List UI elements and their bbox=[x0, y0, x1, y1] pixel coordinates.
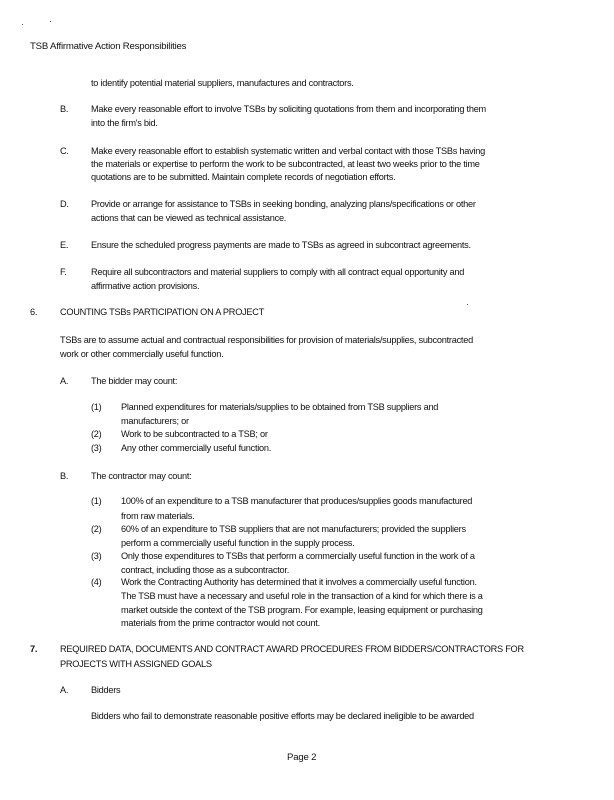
subsection-text: The contractor may count: bbox=[91, 471, 192, 481]
list-label: (3) bbox=[91, 443, 102, 453]
item-text: the materials or expertise to perform the work to be subcontracted, at least two weeks prior to the time bbox=[91, 159, 480, 169]
item-text: quotations are to be submitted. Maintain complete records of negotiation efforts. bbox=[91, 172, 396, 182]
item-label: E. bbox=[60, 240, 69, 250]
subsection-text: The bidder may count: bbox=[91, 376, 178, 386]
list-label: (4) bbox=[91, 577, 102, 587]
subsection-paragraph: Bidders who fail to demonstrate reasonable positive efforts may be declared ineligible to be awarded bbox=[91, 711, 474, 721]
list-text: Work the Contracting Authority has determined that it involves a commercially useful function. bbox=[121, 577, 477, 587]
subsection-label: A. bbox=[60, 685, 69, 695]
list-text: 60% of an expenditure to TSB suppliers that are not manufacturers; provided the suppliers bbox=[121, 524, 466, 534]
scan-speck bbox=[467, 304, 468, 305]
list-text: Any other commercially useful function. bbox=[121, 443, 272, 453]
item-label: D. bbox=[60, 199, 69, 209]
list-text: perform a commercially useful function in the supply process. bbox=[121, 538, 355, 548]
section-number: 7. bbox=[30, 644, 38, 654]
list-text: Work to be subcontracted to a TSB; or bbox=[121, 429, 268, 439]
subsection-label: B. bbox=[60, 471, 69, 481]
list-text: Only those expenditures to TSBs that perform a commercially useful function in the work of a bbox=[121, 551, 475, 561]
list-label: (1) bbox=[91, 402, 102, 412]
item-text: into the firm's bid. bbox=[91, 118, 158, 128]
item-text: Require all subcontractors and material suppliers to comply with all contract equal opportunity and bbox=[91, 267, 465, 277]
list-text: materials from the prime contractor would not count. bbox=[121, 618, 320, 628]
subsection-text: Bidders bbox=[91, 685, 121, 695]
list-text: Planned expenditures for materials/supplies to be obtained from TSB suppliers and bbox=[121, 402, 439, 412]
list-text: market outside the context of the TSB program. For example, leasing equipment or purchasing bbox=[121, 605, 483, 615]
item-text: actions that can be viewed as technical assistance. bbox=[91, 213, 287, 223]
item-text: affirmative action provisions. bbox=[91, 281, 200, 291]
section-heading: COUNTING TSBs PARTICIPATION ON A PROJECT bbox=[60, 307, 265, 317]
list-label: (1) bbox=[91, 496, 102, 506]
item-label: F. bbox=[60, 267, 67, 277]
page-header: TSB Affirmative Action Responsibilities bbox=[30, 41, 187, 52]
list-text: from raw materials. bbox=[121, 511, 195, 521]
item-text: Provide or arrange for assistance to TSBs in seeking bonding, analyzing plans/specifications or other bbox=[91, 199, 476, 209]
list-text: manufacturers; or bbox=[121, 416, 189, 426]
item-text: Ensure the scheduled progress payments are made to TSBs as agreed in subcontract agreements. bbox=[91, 240, 471, 250]
page-number: Page 2 bbox=[287, 752, 317, 763]
section-intro: TSBs are to assume actual and contractual responsibilities for provision of materials/supplies, subcontracted bbox=[60, 335, 473, 345]
scan-speck bbox=[22, 24, 23, 25]
item-text: Make every reasonable effort to establish systematic written and verbal contact with those TSBs having bbox=[91, 146, 485, 156]
section-number: 6. bbox=[30, 307, 38, 317]
section-heading: PROJECTS WITH ASSIGNED GOALS bbox=[60, 659, 212, 669]
section-intro: work or other commercially useful function. bbox=[60, 349, 224, 359]
list-label: (2) bbox=[91, 429, 102, 439]
list-text: 100% of an expenditure to a TSB manufacturer that produces/supplies goods manufactured bbox=[121, 496, 473, 506]
item-text: Make every reasonable effort to involve TSBs by soliciting quotations from them and incorporating them bbox=[91, 104, 486, 114]
list-text: contract, including those as a subcontractor. bbox=[121, 565, 290, 575]
list-text: The TSB must have a necessary and useful role in the transaction of a kind for which there is a bbox=[121, 591, 483, 601]
scan-speck bbox=[50, 21, 51, 22]
subsection-label: A. bbox=[60, 376, 69, 386]
list-label: (2) bbox=[91, 524, 102, 534]
continuation-text: to identify potential material suppliers, manufactures and contractors. bbox=[91, 78, 354, 88]
section-heading: REQUIRED DATA, DOCUMENTS AND CONTRACT AWARD PROCEDURES FROM BIDDERS/CONTRACTORS FOR bbox=[60, 644, 524, 654]
item-label: C. bbox=[60, 146, 69, 156]
list-label: (3) bbox=[91, 551, 102, 561]
item-label: B. bbox=[60, 104, 69, 114]
